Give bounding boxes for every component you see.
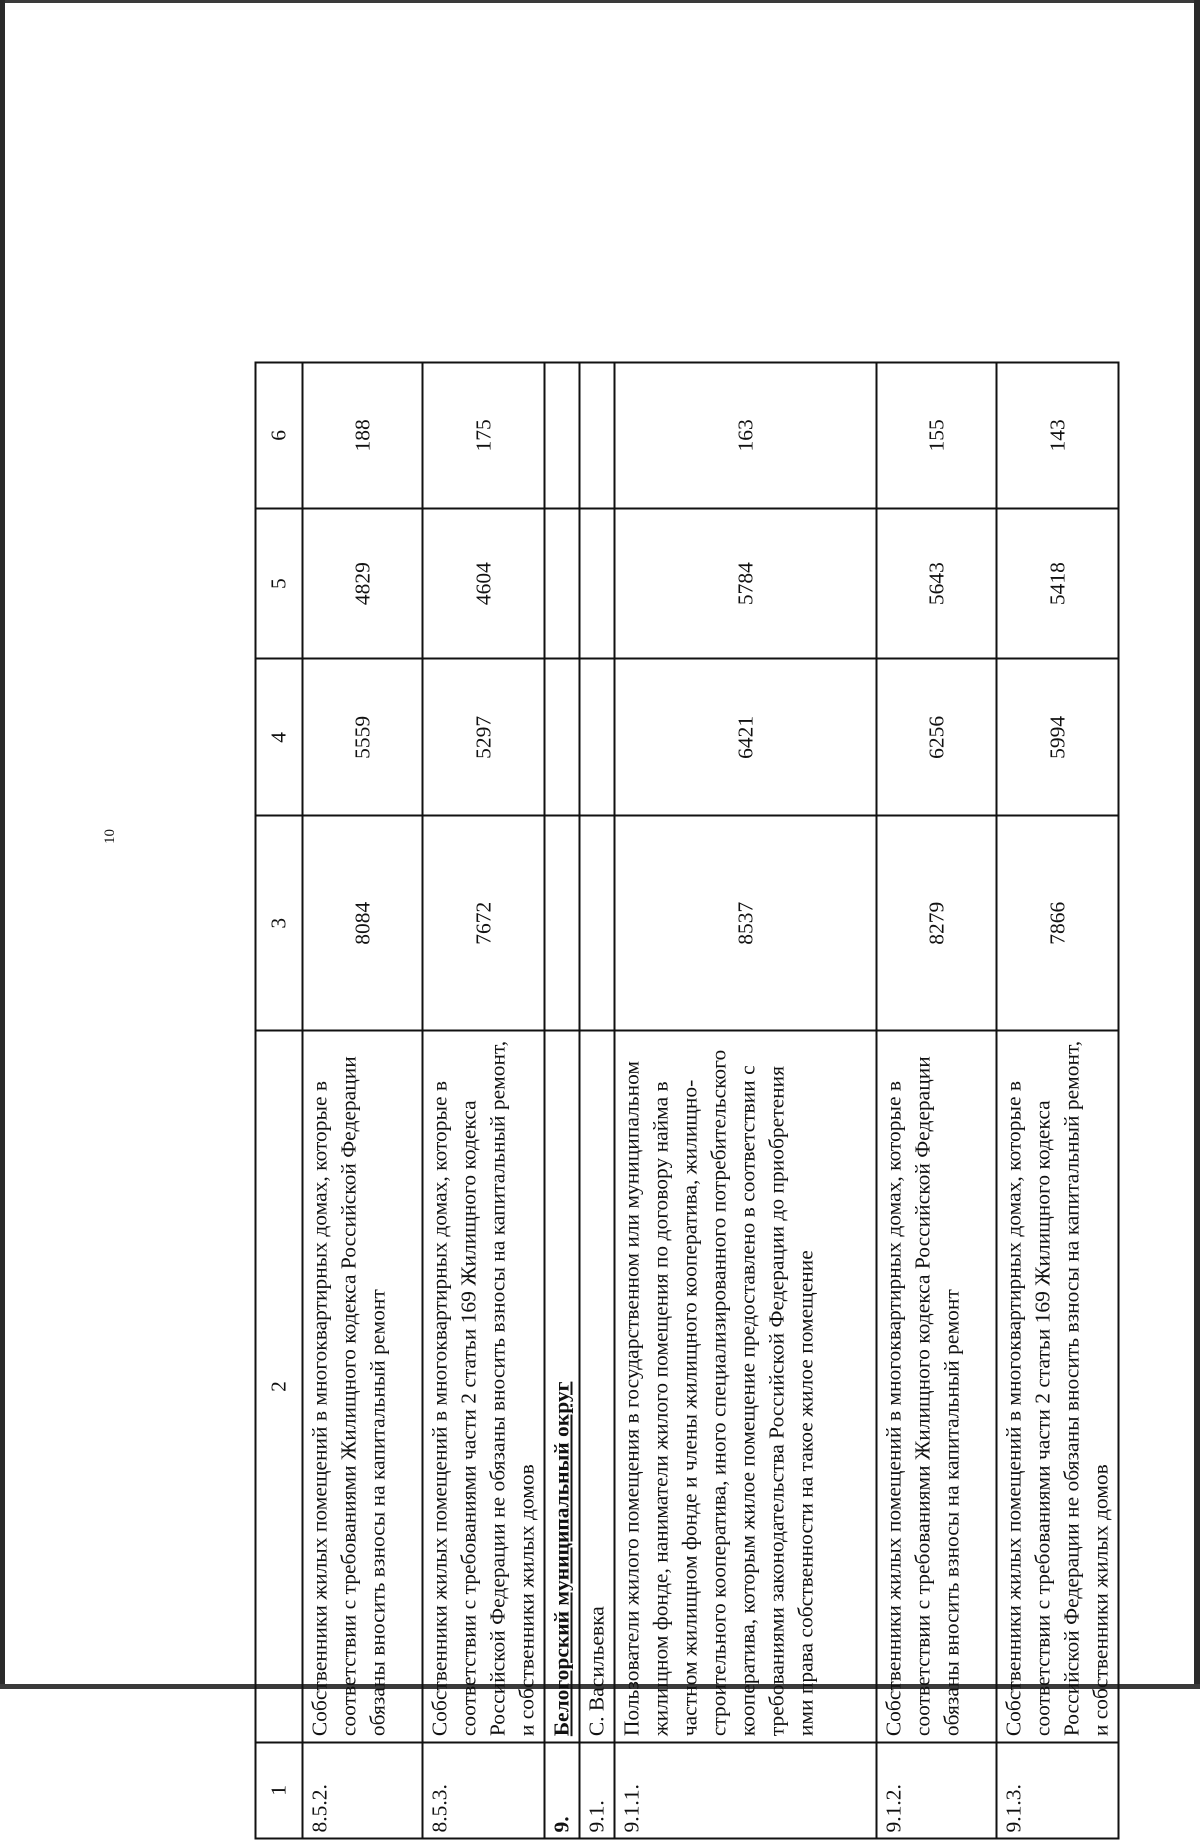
- table-row-subsection: [580, 363, 615, 1839]
- row-value-4: 5297: [423, 659, 545, 816]
- page-number: 10: [102, 829, 119, 844]
- row-description: Собственники жилых помещений в многоквартирных домах, которые в соответствии с требованиями Жилищного кодекса Российской Федерации обязаны вносить взносы на капитальный ремонт: [303, 1031, 423, 1742]
- scan-edge-top: [0, 0, 1200, 3]
- table-row-section: [545, 363, 580, 1839]
- row-value-5: [545, 508, 580, 659]
- row-value-4: 5994: [997, 659, 1119, 816]
- row-code: 9.1.: [580, 1742, 615, 1838]
- row-value-3: 7866: [997, 816, 1119, 1031]
- row-description: Белогорский муниципальный округ: [545, 1031, 580, 1742]
- row-code: 9.1.1.: [615, 1742, 877, 1838]
- header-col-5: 5: [256, 508, 303, 659]
- row-description: Собственники жилых помещений в многоквартирных домах, которые в соответствии с требованиями части 2 статьи 169 Жилищного кодекса Российской Федерации не обязаны вносить взносы на капитальный ремонт, и собственники жилых домов: [423, 1031, 545, 1742]
- row-description: Собственники жилых помещений в многоквартирных домах, которые в соответствии с требованиями Жилищного кодекса Российской Федерации обязаны вносить взносы на капитальный ремонт: [877, 1031, 997, 1742]
- row-code: 9.1.2.: [877, 1742, 997, 1838]
- row-value-4: 6256: [877, 659, 997, 816]
- row-value-4: 6421: [615, 659, 877, 816]
- row-value-5: 4604: [423, 508, 545, 659]
- row-code: 8.5.2.: [303, 1742, 423, 1838]
- row-value-6: [545, 363, 580, 509]
- table-row: [877, 363, 997, 1839]
- row-value-3: 7672: [423, 816, 545, 1031]
- table-row: [303, 363, 423, 1839]
- row-code: 9.1.3.: [997, 1742, 1119, 1838]
- row-value-5: [580, 508, 615, 659]
- row-value-5: 5784: [615, 508, 877, 659]
- row-value-6: [580, 363, 615, 509]
- row-value-6: 155: [877, 363, 997, 509]
- row-value-4: [580, 659, 615, 816]
- row-code: 9.: [545, 1742, 580, 1838]
- table-row: [615, 363, 877, 1839]
- tariff-table: [255, 362, 1120, 1840]
- table-row: [423, 363, 545, 1839]
- row-value-5: 4829: [303, 508, 423, 659]
- table-row: [997, 363, 1119, 1839]
- header-col-6: 6: [256, 363, 303, 509]
- header-col-1: 1: [256, 1742, 303, 1838]
- row-value-3: 8279: [877, 816, 997, 1031]
- row-description: С. Васильевка: [580, 1031, 615, 1742]
- row-value-5: 5418: [997, 508, 1119, 659]
- row-value-6: 143: [997, 363, 1119, 509]
- rotated-table-region: [255, 362, 1200, 1840]
- header-row: [256, 363, 303, 1839]
- row-value-5: 5643: [877, 508, 997, 659]
- header-col-4: 4: [256, 659, 303, 816]
- header-col-3: 3: [256, 816, 303, 1031]
- row-value-3: [545, 816, 580, 1031]
- header-col-2: 2: [256, 1031, 303, 1742]
- scan-edge-left: [0, 0, 5, 1689]
- row-value-6: 163: [615, 363, 877, 509]
- row-value-3: 8537: [615, 816, 877, 1031]
- row-code: 8.5.3.: [423, 1742, 545, 1838]
- row-value-4: 5559: [303, 659, 423, 816]
- row-description: Пользователи жилого помещения в государственном или муниципальном жилищном фонде, наниматели жилого помещения по договору найма в частном жилищном фонде и члены жилищного кооператива, жилищно-строительного кооператива, иного специализированного потребительского кооператива, которым жилое помещение предоставлено в соответствии с требованиями законодательства Российской Федерации до приобретения ими права собственности на такое жилое помещение: [615, 1031, 877, 1742]
- row-description: Собственники жилых помещений в многоквартирных домах, которые в соответствии с требованиями части 2 статьи 169 Жилищного кодекса Российской Федерации не обязаны вносить взносы на капитальный ремонт, и собственники жилых домов: [997, 1031, 1119, 1742]
- row-value-3: [580, 816, 615, 1031]
- row-value-3: 8084: [303, 816, 423, 1031]
- row-value-6: 188: [303, 363, 423, 509]
- row-value-6: 175: [423, 363, 545, 509]
- row-value-4: [545, 659, 580, 816]
